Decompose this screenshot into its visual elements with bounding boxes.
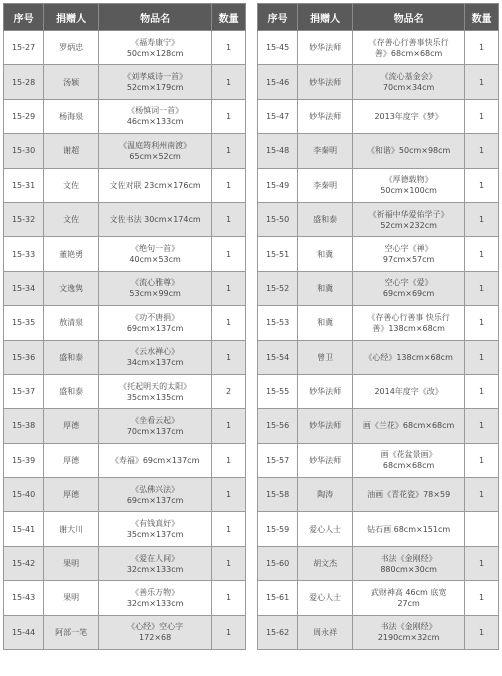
cell-donor: 盛和泰 bbox=[44, 374, 99, 408]
table-row bbox=[258, 99, 499, 133]
cell-number: 15-44 bbox=[4, 615, 44, 649]
cell-number: 15-31 bbox=[4, 168, 44, 202]
cell-quantity: 1 bbox=[465, 65, 499, 99]
cell-number: 15-53 bbox=[258, 306, 298, 340]
cell-quantity: 1 bbox=[212, 546, 246, 580]
cell-item: 《流心雅尊》 53cm×99cm bbox=[99, 271, 212, 305]
cell-quantity: 1 bbox=[212, 237, 246, 271]
cell-donor: 盛和泰 bbox=[298, 202, 353, 236]
cell-quantity: 1 bbox=[465, 340, 499, 374]
cell-item: 《流心基金会》 70cm×34cm bbox=[353, 65, 465, 99]
table-row bbox=[4, 443, 246, 477]
table-row bbox=[4, 271, 246, 305]
table-row bbox=[4, 31, 246, 65]
cell-number: 15-56 bbox=[258, 409, 298, 443]
cell-donor: 妙华法师 bbox=[298, 374, 353, 408]
cell-quantity: 1 bbox=[212, 168, 246, 202]
cell-donor: 妙华法师 bbox=[298, 31, 353, 65]
cell-item: 空心字《爱》 69cm×69cm bbox=[353, 271, 465, 305]
cell-number: 15-52 bbox=[258, 271, 298, 305]
cell-number: 15-33 bbox=[4, 237, 44, 271]
cell-donor: 妙华法师 bbox=[298, 409, 353, 443]
header-donor: 捐赠人 bbox=[44, 4, 99, 31]
cell-quantity: 1 bbox=[465, 478, 499, 512]
cell-donor: 罗炳忠 bbox=[44, 31, 99, 65]
cell-number: 15-59 bbox=[258, 512, 298, 546]
cell-item: 2013年度字《梦》 bbox=[353, 99, 465, 133]
table-row bbox=[4, 340, 246, 374]
cell-item: 《托起明天的太阳》 35cm×135cm bbox=[99, 374, 212, 408]
cell-quantity: 1 bbox=[465, 581, 499, 615]
cell-quantity: 1 bbox=[465, 409, 499, 443]
table-row bbox=[258, 443, 499, 477]
cell-number: 15-36 bbox=[4, 340, 44, 374]
table-row bbox=[258, 478, 499, 512]
cell-item: 《绝句一首》 40cm×53cm bbox=[99, 237, 212, 271]
table-row bbox=[258, 202, 499, 236]
table-row bbox=[258, 374, 499, 408]
cell-number: 15-57 bbox=[258, 443, 298, 477]
cell-item: 《存善心行善事快乐行 善》68cm×68cm bbox=[353, 31, 465, 65]
cell-quantity: 1 bbox=[212, 615, 246, 649]
cell-donor: 果明 bbox=[44, 581, 99, 615]
cell-quantity: 1 bbox=[212, 65, 246, 99]
cell-number: 15-35 bbox=[4, 306, 44, 340]
cell-number: 15-62 bbox=[258, 615, 298, 649]
cell-donor: 敖清泉 bbox=[44, 306, 99, 340]
cell-quantity: 1 bbox=[212, 443, 246, 477]
table-row bbox=[258, 237, 499, 271]
table-row bbox=[258, 134, 499, 168]
cell-item: 书法《金刚经》 2190cm×32cm bbox=[353, 615, 465, 649]
cell-number: 15-39 bbox=[4, 443, 44, 477]
cell-item: 《善乐万物》 32cm×133cm bbox=[99, 581, 212, 615]
cell-quantity: 1 bbox=[465, 546, 499, 580]
table-row bbox=[4, 581, 246, 615]
header-item: 物品名 bbox=[353, 4, 465, 31]
donation-table-left bbox=[3, 3, 246, 650]
table-row bbox=[258, 615, 499, 649]
header-no: 序号 bbox=[4, 4, 44, 31]
cell-donor: 阿部一笔 bbox=[44, 615, 99, 649]
cell-number: 15-60 bbox=[258, 546, 298, 580]
cell-item: 《温庭筠利州南渡》 65cm×52cm bbox=[99, 134, 212, 168]
cell-donor: 杨海泉 bbox=[44, 99, 99, 133]
header-no: 序号 bbox=[258, 4, 298, 31]
cell-quantity: 1 bbox=[212, 271, 246, 305]
cell-quantity: 1 bbox=[465, 99, 499, 133]
donation-table-right bbox=[257, 3, 499, 650]
cell-donor: 文佐 bbox=[44, 202, 99, 236]
cell-number: 15-34 bbox=[4, 271, 44, 305]
cell-item: 文佐对联 23cm×176cm bbox=[99, 168, 212, 202]
table-row bbox=[4, 546, 246, 580]
cell-item: 画《兰花》68cm×68cm bbox=[353, 409, 465, 443]
cell-donor: 文逸隽 bbox=[44, 271, 99, 305]
cell-donor: 妙华法师 bbox=[298, 99, 353, 133]
cell-donor: 果明 bbox=[44, 546, 99, 580]
cell-donor: 和冀 bbox=[298, 271, 353, 305]
cell-number: 15-27 bbox=[4, 31, 44, 65]
cell-item: 武财神高 46cm 底宽 27cm bbox=[353, 581, 465, 615]
table-row bbox=[4, 478, 246, 512]
cell-donor: 爱心人士 bbox=[298, 581, 353, 615]
cell-quantity: 1 bbox=[465, 31, 499, 65]
cell-quantity: 1 bbox=[465, 374, 499, 408]
cell-donor: 周永祥 bbox=[298, 615, 353, 649]
cell-quantity: 1 bbox=[465, 202, 499, 236]
table-row bbox=[258, 306, 499, 340]
cell-quantity: 1 bbox=[212, 202, 246, 236]
cell-number: 15-38 bbox=[4, 409, 44, 443]
cell-item: 《寿福》69cm×137cm bbox=[99, 443, 212, 477]
header-item: 物品名 bbox=[99, 4, 212, 31]
cell-item: 《福寿康宁》 50cm×128cm bbox=[99, 31, 212, 65]
cell-number: 15-37 bbox=[4, 374, 44, 408]
table-row bbox=[4, 306, 246, 340]
cell-donor: 李秦明 bbox=[298, 134, 353, 168]
cell-item: 钻石画 68cm×151cm bbox=[353, 512, 465, 546]
cell-quantity: 1 bbox=[465, 443, 499, 477]
table-row bbox=[258, 271, 499, 305]
cell-quantity: 1 bbox=[212, 134, 246, 168]
table-row bbox=[4, 512, 246, 546]
table-row bbox=[4, 202, 246, 236]
cell-item: 《心经》空心字 172×68 bbox=[99, 615, 212, 649]
cell-item: 《功不唐捐》 69cm×137cm bbox=[99, 306, 212, 340]
cell-number: 15-46 bbox=[258, 65, 298, 99]
cell-donor: 陶涛 bbox=[298, 478, 353, 512]
cell-donor: 文佐 bbox=[44, 168, 99, 202]
cell-quantity: 1 bbox=[212, 31, 246, 65]
cell-donor: 盛和泰 bbox=[44, 340, 99, 374]
cell-number: 15-40 bbox=[4, 478, 44, 512]
cell-quantity: 1 bbox=[465, 615, 499, 649]
table-row bbox=[4, 374, 246, 408]
cell-item: 《有钱真好》 35cm×137cm bbox=[99, 512, 212, 546]
cell-quantity: 1 bbox=[465, 237, 499, 271]
table-row bbox=[4, 99, 246, 133]
table-row bbox=[4, 168, 246, 202]
table-row bbox=[4, 237, 246, 271]
cell-number: 15-45 bbox=[258, 31, 298, 65]
cell-quantity bbox=[465, 512, 499, 546]
cell-item: 《弘佛兴法》 69cm×137cm bbox=[99, 478, 212, 512]
cell-number: 15-42 bbox=[4, 546, 44, 580]
cell-item: 《存善心行善事 快乐行 善》138cm×68cm bbox=[353, 306, 465, 340]
cell-donor: 董艳勇 bbox=[44, 237, 99, 271]
cell-donor: 妙华法师 bbox=[298, 65, 353, 99]
cell-donor: 谢超 bbox=[44, 134, 99, 168]
cell-donor: 汤颖 bbox=[44, 65, 99, 99]
cell-quantity: 1 bbox=[465, 271, 499, 305]
cell-number: 15-61 bbox=[258, 581, 298, 615]
cell-number: 15-50 bbox=[258, 202, 298, 236]
table-row bbox=[258, 512, 499, 546]
cell-donor: 和冀 bbox=[298, 306, 353, 340]
cell-donor: 胡文杰 bbox=[298, 546, 353, 580]
cell-item: 《厚德载物》 50cm×100cm bbox=[353, 168, 465, 202]
table-row bbox=[258, 31, 499, 65]
cell-number: 15-41 bbox=[4, 512, 44, 546]
cell-number: 15-32 bbox=[4, 202, 44, 236]
cell-number: 15-58 bbox=[258, 478, 298, 512]
table-row bbox=[258, 409, 499, 443]
table-row bbox=[4, 134, 246, 168]
cell-donor: 厚德 bbox=[44, 443, 99, 477]
cell-number: 15-29 bbox=[4, 99, 44, 133]
cell-donor: 妙华法师 bbox=[298, 443, 353, 477]
table-row bbox=[4, 409, 246, 443]
cell-item: 《刘孝威诗一首》 52cm×179cm bbox=[99, 65, 212, 99]
table-row bbox=[258, 546, 499, 580]
cell-quantity: 1 bbox=[465, 134, 499, 168]
cell-number: 15-55 bbox=[258, 374, 298, 408]
cell-quantity: 1 bbox=[212, 306, 246, 340]
cell-donor: 厚德 bbox=[44, 478, 99, 512]
cell-number: 15-28 bbox=[4, 65, 44, 99]
cell-item: 油画《青花瓷》78×59 bbox=[353, 478, 465, 512]
cell-quantity: 1 bbox=[465, 306, 499, 340]
cell-quantity: 1 bbox=[212, 409, 246, 443]
cell-number: 15-54 bbox=[258, 340, 298, 374]
header-donor: 捐赠人 bbox=[298, 4, 353, 31]
table-row bbox=[4, 615, 246, 649]
cell-item: 2014年度字《改》 bbox=[353, 374, 465, 408]
table-row bbox=[258, 65, 499, 99]
cell-quantity: 1 bbox=[212, 581, 246, 615]
cell-quantity: 1 bbox=[465, 168, 499, 202]
cell-item: 《和谐》50cm×98cm bbox=[353, 134, 465, 168]
cell-number: 15-49 bbox=[258, 168, 298, 202]
cell-number: 15-43 bbox=[4, 581, 44, 615]
cell-item: 《云水禅心》 34cm×137cm bbox=[99, 340, 212, 374]
table-row bbox=[258, 581, 499, 615]
cell-item: 《爱在人间》 32cm×133cm bbox=[99, 546, 212, 580]
cell-number: 15-51 bbox=[258, 237, 298, 271]
header-row bbox=[4, 4, 246, 31]
cell-item: 《杨慎词一首》 46cm×133cm bbox=[99, 99, 212, 133]
table-row bbox=[258, 340, 499, 374]
cell-item: 书法《金刚经》 880cm×30cm bbox=[353, 546, 465, 580]
cell-number: 15-47 bbox=[258, 99, 298, 133]
cell-number: 15-30 bbox=[4, 134, 44, 168]
cell-quantity: 2 bbox=[212, 374, 246, 408]
header-row bbox=[258, 4, 499, 31]
cell-number: 15-48 bbox=[258, 134, 298, 168]
cell-donor: 李秦明 bbox=[298, 168, 353, 202]
cell-item: 《坐看云起》 70cm×137cm bbox=[99, 409, 212, 443]
cell-item: 画《花盆景画》 68cm×68cm bbox=[353, 443, 465, 477]
cell-quantity: 1 bbox=[212, 478, 246, 512]
cell-item: 《祈福中华爱佑学子》 52cm×232cm bbox=[353, 202, 465, 236]
table-row bbox=[4, 65, 246, 99]
header-qty: 数量 bbox=[465, 4, 499, 31]
cell-donor: 和冀 bbox=[298, 237, 353, 271]
cell-quantity: 1 bbox=[212, 512, 246, 546]
header-qty: 数量 bbox=[212, 4, 246, 31]
cell-donor: 厚德 bbox=[44, 409, 99, 443]
cell-item: 空心字《禅》 97cm×57cm bbox=[353, 237, 465, 271]
cell-donor: 爱心人士 bbox=[298, 512, 353, 546]
cell-donor: 曾卫 bbox=[298, 340, 353, 374]
cell-item: 文佐书法 30cm×174cm bbox=[99, 202, 212, 236]
cell-item: 《心经》138cm×68cm bbox=[353, 340, 465, 374]
cell-donor: 谢大川 bbox=[44, 512, 99, 546]
cell-quantity: 1 bbox=[212, 340, 246, 374]
table-row bbox=[258, 168, 499, 202]
cell-quantity: 1 bbox=[212, 99, 246, 133]
